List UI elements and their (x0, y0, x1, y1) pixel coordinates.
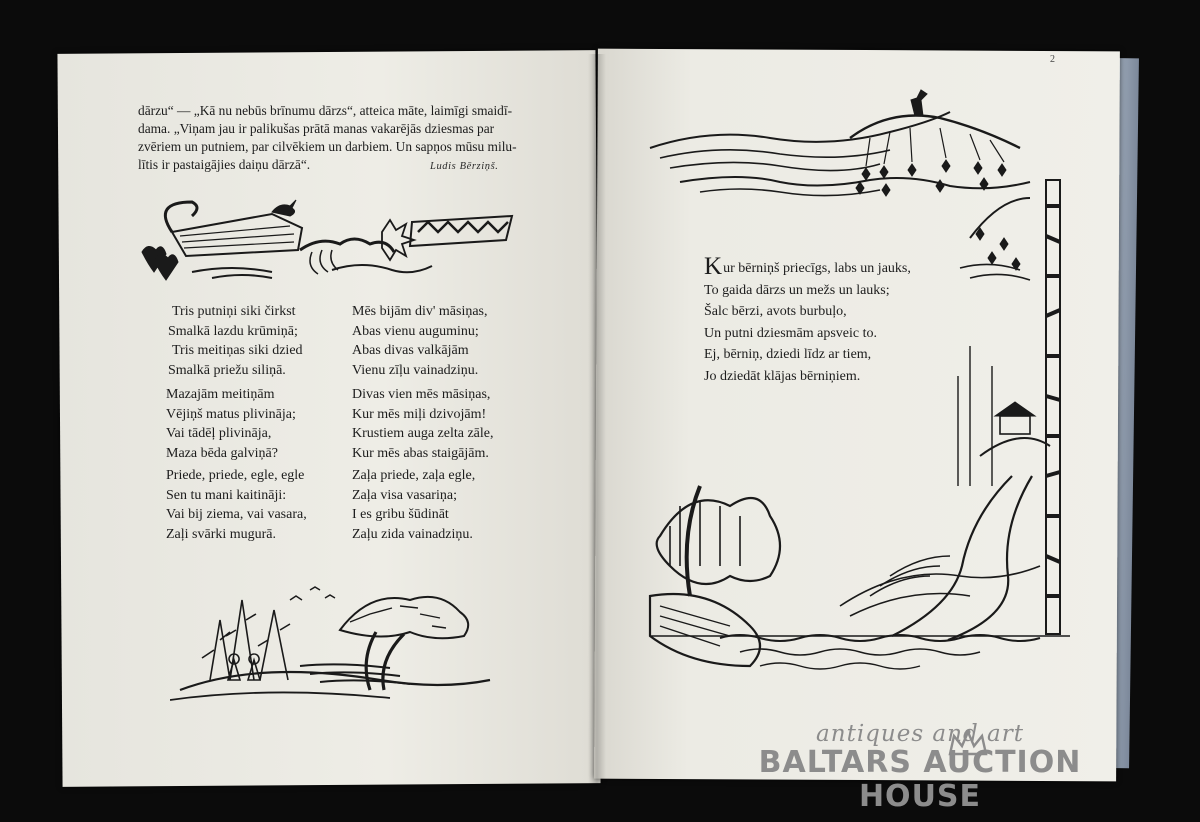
poem-stanza (166, 466, 307, 544)
poem-line: Zaļa visa vasariņa; (352, 487, 457, 503)
poem-line: Krustiem auga zelta zāle, (352, 426, 494, 441)
book-gutter (588, 54, 606, 784)
poem-line: Vienu zīļu vainadziņu. (352, 362, 479, 378)
poem-line: Šalc bērzi, avots burbuļo, (704, 304, 847, 319)
poem-line: Ej, bērniņ, dziedi līdz ar tiem, (704, 347, 872, 362)
poem-line: I es gribu šūdināt (352, 507, 449, 522)
poem-line: Kur mēs miļi dzivojām! (352, 406, 487, 422)
birch-willow-river-illustration (640, 176, 1080, 686)
poem-line: Divas vien mēs māsiņas, (352, 387, 491, 402)
poem-line: Zaļa priede, zaļa egle, (352, 468, 476, 483)
poem-line: To gaida dārzs un mežs un lauks; (704, 282, 890, 298)
page-number: 2 (1050, 54, 1055, 65)
poem-line: Kur mēs abas staigājām. (352, 445, 489, 461)
author-signature: Ludis Bērziņš. (430, 161, 499, 172)
poem-line: Vai bij ziema, vai vasara, (166, 507, 307, 522)
kokle-bird-ornament-illustration (132, 192, 532, 282)
poem-line: Smalkā lazdu krūmiņā; (168, 323, 298, 339)
poem-line: Tris meitiņas siki dzied (172, 343, 303, 358)
poem-line: Abas vienu auguminu; (352, 323, 479, 339)
prose-line: zvēriem un putniem, par cilvēkiem un darbiem. Un sapņos mūsu milu- (138, 139, 517, 154)
auction-house-watermark (720, 722, 1120, 814)
landscape-trees-illustration (170, 570, 500, 710)
poem-stanza (352, 302, 488, 380)
poem-line-text: ur bērniņš priecīgs, labs un jauks, (723, 261, 911, 276)
poem-stanza (352, 385, 493, 463)
poem-stanza (352, 466, 475, 544)
watermark-name: BALTARS AUCTION HOUSE (758, 745, 1082, 814)
poem-line: Zaļu zida vainadziņu. (352, 526, 473, 542)
poem-line: Sen tu mani kaitināji: (166, 487, 287, 503)
poem-line: Tris putniņi siki čirkst (172, 304, 296, 319)
poem-line: Smalkā priežu siliņā. (168, 362, 286, 378)
prose-line: dama. „Viņam jau ir palikušas prātā manas vakarējās dziesmas par (138, 121, 495, 136)
poem-line: Mēs bijām div' māsiņas, (352, 304, 488, 319)
poem-stanza (168, 302, 303, 380)
poem-line: Mazajām meitiņām (166, 387, 275, 402)
poem-line: Vējiņš matus plivināja; (166, 406, 296, 422)
drop-cap: K (704, 253, 723, 280)
poem-stanza (166, 385, 296, 463)
poem-line: Zaļi svārki mugurā. (166, 526, 277, 542)
poem-line: Vai tādēļ plivināja, (166, 426, 272, 441)
poem-line: Abas divas valkājām (352, 343, 469, 358)
poem-line: Jo dziedāt klājas bērniņiem. (704, 368, 861, 384)
prose-line: lītis ir pastaigājies daiņu dārzā“. (138, 157, 311, 172)
poem-line: Priede, priede, egle, egle (166, 468, 305, 483)
poem-line: Un putni dziesmām apsveic to. (704, 325, 878, 341)
watermark-tagline: antiques and art (816, 721, 1024, 747)
prose-line: dārzu“ — „Kā nu nebūs brīnumu dārzs“, atteica māte, laimīgi smaidī- (138, 103, 513, 118)
poem-line: Maza bēda galviņā? (166, 445, 278, 461)
